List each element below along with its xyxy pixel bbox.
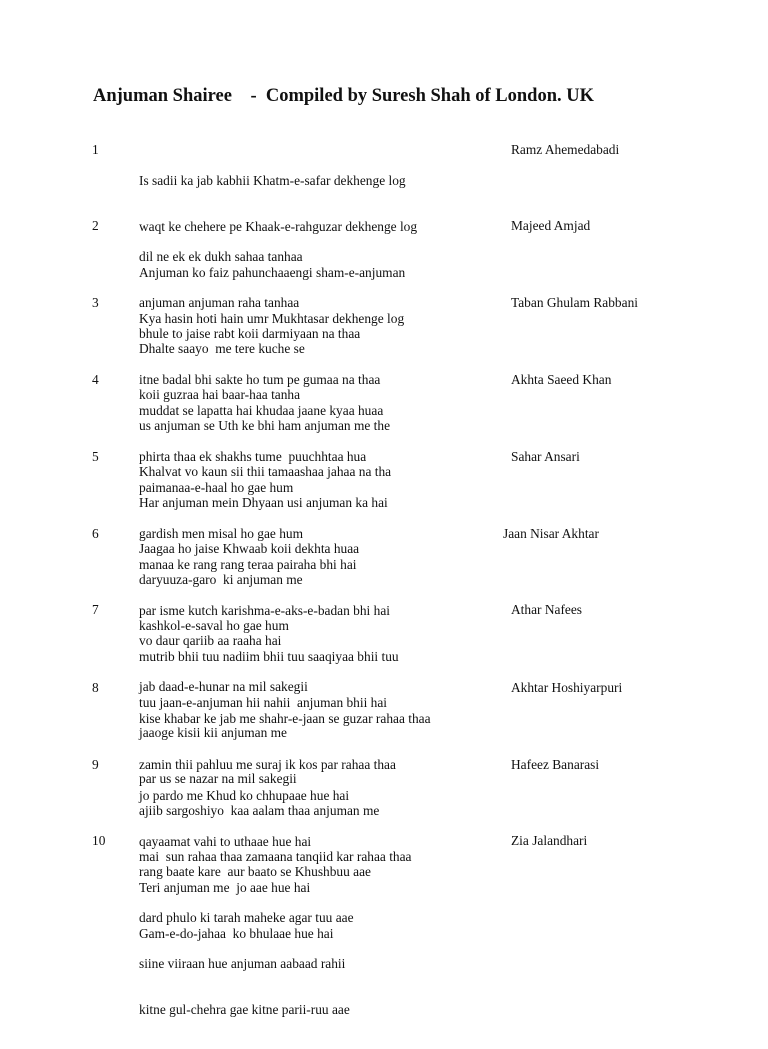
poem-line: itne badal bhi sakte ho tum pe gumaa na thaa xyxy=(139,372,381,388)
poem-number: 4 xyxy=(92,372,99,387)
poem-line: tuu jaan-e-anjuman hii nahii anjuman bhii hai xyxy=(139,695,388,711)
poem-line: kise khabar ke jab me shahr-e-jaan se guzar rahaa thaa xyxy=(139,710,431,726)
poem-line: Gam-e-do-jahaa ko bhulaae hue hai xyxy=(139,926,334,942)
poem-line: kitne gul-chehra gae kitne parii-ruu aae xyxy=(139,1002,350,1018)
poem-line: jaaoge kisii kii anjuman me xyxy=(139,725,288,741)
poem-line: zamin thii pahluu me suraj ik kos par rahaa thaa xyxy=(139,757,396,773)
poem-line: Dhalte saayo me tere kuche se xyxy=(139,341,305,357)
poem-line: us anjuman se Uth ke bhi ham anjuman me the xyxy=(139,418,391,434)
poem-line: daryuuza-garo ki anjuman me xyxy=(139,572,303,588)
poem-line: koii guzraa hai baar-haa tanha xyxy=(139,387,301,403)
poem-line: mai sun rahaa thaa zamaana tanqiid kar rahaa thaa xyxy=(139,849,412,865)
poem-line: rang baate kare aur baato se Khushbuu aae xyxy=(139,863,371,879)
poem-line: waqt ke chehere pe Khaak-e-rahguzar dekhenge log xyxy=(139,219,418,235)
poem-line: muddat se lapatta hai khudaa jaane kyaa huaa xyxy=(139,402,384,418)
poem-line: Is sadii ka jab kabhii Khatm-e-safar dekhenge log xyxy=(139,172,406,188)
poet-name: Sahar Ansari xyxy=(511,449,580,464)
poem-line: Har anjuman mein Dhyaan usi anjuman ka hai xyxy=(139,495,388,511)
poet-name: Taban Ghulam Rabbani xyxy=(511,295,638,310)
poet-name: Majeed Amjad xyxy=(511,218,591,233)
poem-line: bhule to jaise rabt koii darmiyaan na thaa xyxy=(139,325,361,341)
poem-line: Kya hasin hoti hain umr Mukhtasar dekhenge log xyxy=(139,311,405,327)
poem-line: gardish men misal ho gae hum xyxy=(139,526,304,542)
poem-line: phirta thaa ek shakhs tume puuchhtaa hua xyxy=(139,449,367,465)
poet-name: Akhtar Hoshiyarpuri xyxy=(511,680,623,695)
poem-line: Khalvat vo kaun sii thii tamaashaa jahaa na tha xyxy=(139,464,392,480)
poem-line: manaa ke rang rang teraa pairaha bhi hai xyxy=(139,556,357,572)
poem-number: 2 xyxy=(92,218,99,233)
poem-number: 5 xyxy=(92,449,99,464)
poem-number: 8 xyxy=(92,680,99,695)
poem-number: 9 xyxy=(92,757,99,772)
poem-line: paimanaa-e-haal ho gae hum xyxy=(139,479,294,495)
poem-number: 10 xyxy=(92,833,106,848)
poem-lines xyxy=(139,833,371,1049)
poem-line: kashkol-e-saval ho gae hum xyxy=(139,618,289,634)
poem-number: 7 xyxy=(92,602,99,617)
poet-name: Athar Nafees xyxy=(511,602,583,617)
document-title: Anjuman Shairee - Compiled by Suresh Shah of London. UK xyxy=(93,86,594,106)
poem-line: ajiib sargoshiyo kaa aalam thaa anjuman me xyxy=(139,803,380,819)
poet-name: Jaan Nisar Akhtar xyxy=(503,526,599,541)
poem-line: vo daur qariib aa raaha hai xyxy=(139,632,282,648)
poem-line: dil ne ek ek dukh sahaa tanhaa xyxy=(139,248,303,264)
poem-line: Teri anjuman me jo aae hue hai xyxy=(139,880,311,896)
poem-line: par us se nazar na mil sakegii xyxy=(139,771,297,787)
poem-line: par isme kutch karishma-e-aks-e-badan bhi hai xyxy=(139,603,390,619)
poem-line: dard phulo ki tarah maheke agar tuu aae xyxy=(139,910,354,926)
poem-line: siine viiraan hue anjuman aabaad rahii xyxy=(139,956,346,972)
poem-line: anjuman anjuman raha tanhaa xyxy=(139,295,300,311)
poem-line: mutrib bhii tuu nadiim bhii tuu saaqiyaa bhii tuu xyxy=(139,649,399,665)
poem-line: qayaamat vahi to uthaae hue hai xyxy=(139,834,312,850)
poet-name: Ramz Ahemedabadi xyxy=(511,142,620,157)
poem-number: 6 xyxy=(92,526,99,541)
poem-line: Anjuman ko faiz pahunchaaengi sham-e-anjuman xyxy=(139,265,406,281)
poem-number: 3 xyxy=(92,295,99,310)
poem-line: Jaagaa ho jaise Khwaab koii dekhta huaa xyxy=(139,541,360,557)
poem-line: jab daad-e-hunar na mil sakegii xyxy=(139,679,308,695)
poet-name: Zia Jalandhari xyxy=(511,833,588,848)
poet-name: Akhta Saeed Khan xyxy=(511,372,612,387)
poem-number: 1 xyxy=(92,142,99,157)
poet-name: Hafeez Banarasi xyxy=(511,757,600,772)
poem-line: jo pardo me Khud ko chhupaae hue hai xyxy=(139,787,350,803)
